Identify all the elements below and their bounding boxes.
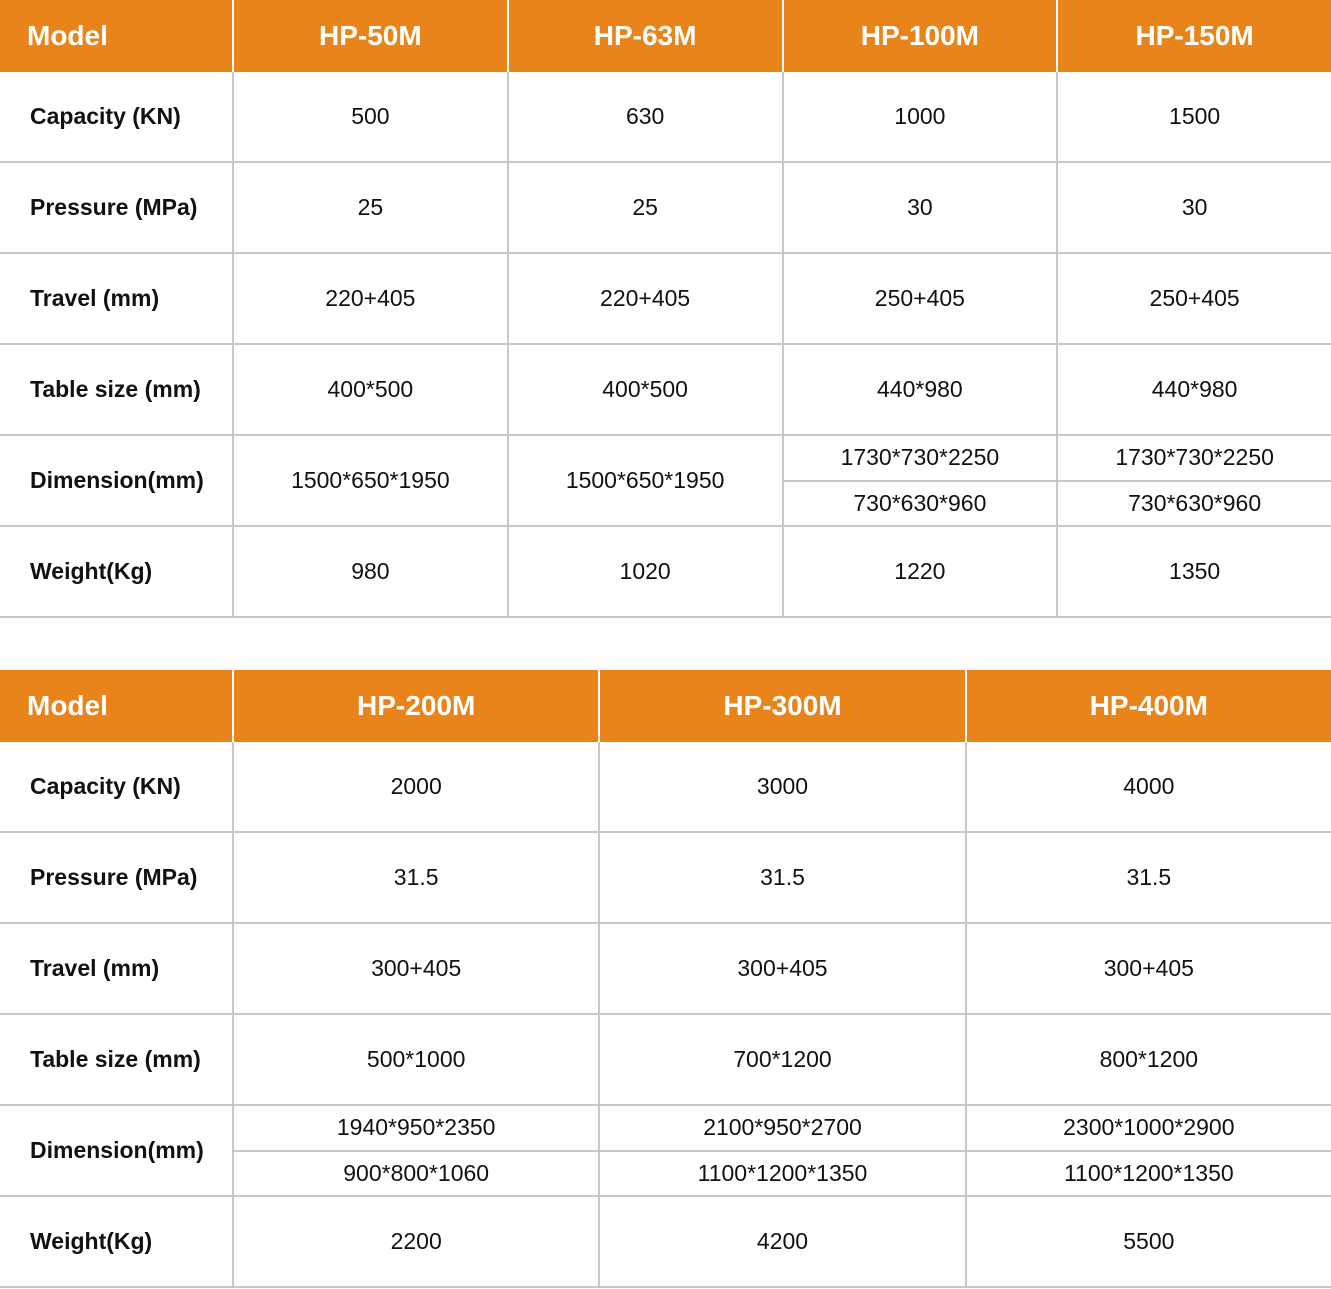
row-label: Table size (mm) bbox=[30, 1046, 201, 1072]
value-cell: 440*980 bbox=[782, 345, 1057, 434]
split-value-cell bbox=[598, 1106, 964, 1195]
header-model-name: HP-300M bbox=[598, 670, 964, 742]
value-cell: 500 bbox=[232, 72, 507, 161]
sub-value: 1100*1200*1350 bbox=[967, 1150, 1331, 1196]
table-row bbox=[0, 436, 1331, 527]
sub-value: 730*630*960 bbox=[784, 480, 1057, 526]
value-cell: 400*500 bbox=[232, 345, 507, 434]
value-cell: 700*1200 bbox=[598, 1015, 964, 1104]
split-value-cell bbox=[782, 436, 1057, 525]
sub-value: 1100*1200*1350 bbox=[600, 1150, 964, 1196]
header-model-name: HP-100M bbox=[782, 0, 1057, 72]
value-cell: 1500*650*1950 bbox=[232, 436, 507, 525]
spec-table-hp-200m-to-400m bbox=[0, 670, 1331, 1288]
value-cell: 3000 bbox=[598, 742, 964, 831]
row-label: Travel (mm) bbox=[30, 285, 160, 311]
value-cell: 250+405 bbox=[1056, 254, 1331, 343]
row-label: Weight(Kg) bbox=[30, 1228, 153, 1254]
table-row bbox=[0, 163, 1331, 254]
value-cell: 800*1200 bbox=[965, 1015, 1331, 1104]
sub-value: 2100*950*2700 bbox=[703, 1114, 862, 1141]
value-cell: 1350 bbox=[1056, 527, 1331, 616]
value-cell: 5500 bbox=[965, 1197, 1331, 1286]
split-value-cell bbox=[232, 1106, 598, 1195]
sub-value: 1730*730*2250 bbox=[840, 444, 1000, 471]
table-row bbox=[0, 345, 1331, 436]
value-cell: 4000 bbox=[965, 742, 1331, 831]
value-cell: 300+405 bbox=[965, 924, 1331, 1013]
header-model-name: HP-50M bbox=[232, 0, 507, 72]
value-cell: 1500*650*1950 bbox=[507, 436, 782, 525]
header-model-name: HP-400M bbox=[965, 670, 1331, 742]
sub-value: 730*630*960 bbox=[1058, 480, 1331, 526]
sub-value: 1730*730*2250 bbox=[1115, 444, 1274, 471]
header-model-label: Model bbox=[27, 20, 108, 51]
row-label: Weight(Kg) bbox=[30, 558, 153, 584]
value-cell: 220+405 bbox=[232, 254, 507, 343]
header-row bbox=[0, 670, 1331, 742]
value-cell: 300+405 bbox=[598, 924, 964, 1013]
value-cell: 25 bbox=[507, 163, 782, 252]
value-cell: 31.5 bbox=[598, 833, 964, 922]
table-row bbox=[0, 527, 1331, 618]
header-model-label: Model bbox=[27, 690, 108, 721]
row-label: Dimension(mm) bbox=[30, 467, 204, 493]
value-cell: 220+405 bbox=[507, 254, 782, 343]
table-row bbox=[0, 742, 1331, 833]
table-row bbox=[0, 1015, 1331, 1106]
value-cell: 25 bbox=[232, 163, 507, 252]
value-cell: 2200 bbox=[232, 1197, 598, 1286]
value-cell: 1000 bbox=[782, 72, 1057, 161]
value-cell: 1220 bbox=[782, 527, 1057, 616]
table-row bbox=[0, 1106, 1331, 1197]
table-row bbox=[0, 72, 1331, 163]
row-label: Capacity (KN) bbox=[30, 103, 181, 129]
header-model-name: HP-150M bbox=[1056, 0, 1331, 72]
spec-table-hp-50m-to-150m bbox=[0, 0, 1331, 618]
value-cell: 31.5 bbox=[232, 833, 598, 922]
table-row bbox=[0, 833, 1331, 924]
value-cell: 2000 bbox=[232, 742, 598, 831]
row-label: Table size (mm) bbox=[30, 376, 201, 402]
value-cell: 1020 bbox=[507, 527, 782, 616]
value-cell: 500*1000 bbox=[232, 1015, 598, 1104]
split-value-cell bbox=[1056, 436, 1331, 525]
value-cell: 30 bbox=[782, 163, 1057, 252]
header-model-name: HP-200M bbox=[232, 670, 598, 742]
row-label: Capacity (KN) bbox=[30, 773, 181, 799]
value-cell: 300+405 bbox=[232, 924, 598, 1013]
split-value-cell bbox=[965, 1106, 1331, 1195]
value-cell: 250+405 bbox=[782, 254, 1057, 343]
value-cell: 1500 bbox=[1056, 72, 1331, 161]
table-row bbox=[0, 1197, 1331, 1288]
row-label: Travel (mm) bbox=[30, 955, 160, 981]
value-cell: 4200 bbox=[598, 1197, 964, 1286]
sub-value: 2300*1000*2900 bbox=[1063, 1114, 1235, 1141]
row-label: Pressure (MPa) bbox=[30, 194, 198, 220]
header-model-name: HP-63M bbox=[507, 0, 782, 72]
value-cell: 440*980 bbox=[1056, 345, 1331, 434]
value-cell: 30 bbox=[1056, 163, 1331, 252]
sub-value: 900*800*1060 bbox=[234, 1150, 598, 1196]
value-cell: 31.5 bbox=[965, 833, 1331, 922]
row-label: Pressure (MPa) bbox=[30, 864, 198, 890]
header-row bbox=[0, 0, 1331, 72]
table-row bbox=[0, 254, 1331, 345]
value-cell: 980 bbox=[232, 527, 507, 616]
sub-value: 1940*950*2350 bbox=[336, 1114, 496, 1141]
value-cell: 630 bbox=[507, 72, 782, 161]
value-cell: 400*500 bbox=[507, 345, 782, 434]
table-row bbox=[0, 924, 1331, 1015]
row-label: Dimension(mm) bbox=[30, 1137, 204, 1163]
